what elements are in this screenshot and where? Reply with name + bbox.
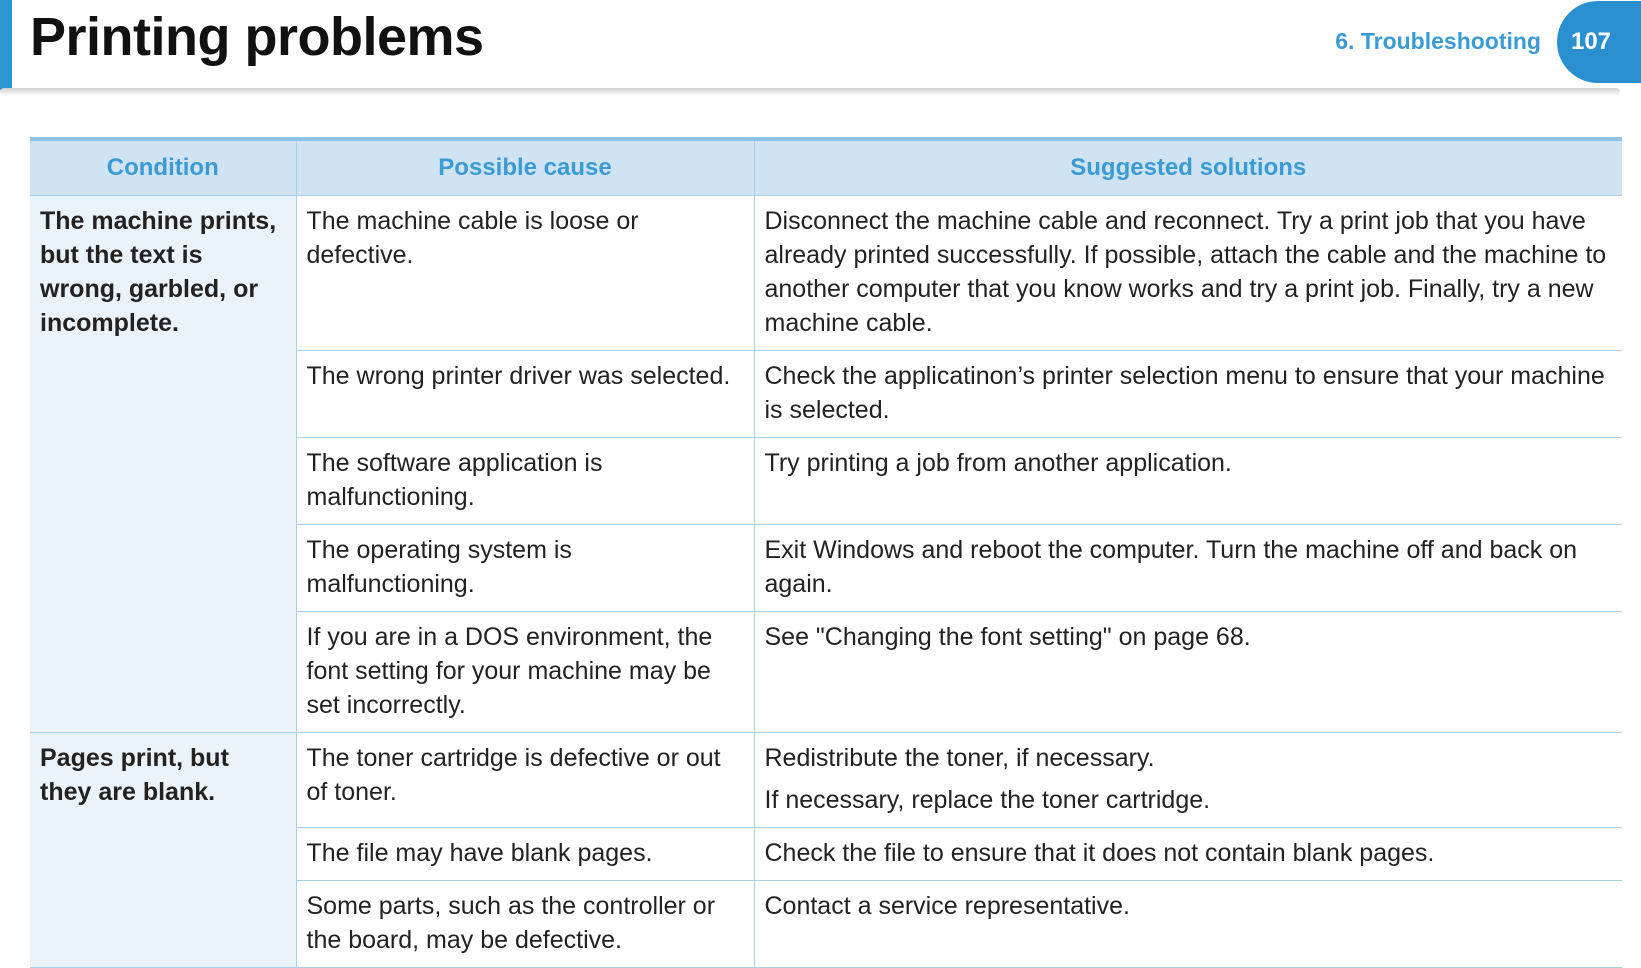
solution-text: Disconnect the machine cable and reconnect. Try a print job that you have already printed successfully. If possible, attach the cable and the machine to another computer that you know works and try a print job. Finally, try a new machine cable. (764, 207, 1607, 337)
column-header-solutions: Suggested solutions (754, 139, 1622, 196)
header-divider (0, 88, 1620, 96)
column-header-cause: Possible cause (296, 139, 754, 196)
solution-text: If necessary, replace the toner cartridge. (764, 786, 1211, 814)
condition-cell: Pages print, but they are blank. (30, 733, 296, 968)
section-label: 6. Troubleshooting (1335, 28, 1541, 54)
cause-cell: The operating system is malfunctioning. (296, 525, 754, 612)
solution-cell (754, 733, 1622, 828)
cause-cell: The machine cable is loose or defective. (296, 196, 754, 351)
cause-cell: The software application is malfunctioning. (296, 438, 754, 525)
page-number: 107 (1570, 28, 1612, 55)
table-header-row (30, 139, 1622, 196)
page-number-badge (1557, 1, 1641, 83)
condition-cell: The machine prints, but the text is wrong, garbled, or incomplete. (30, 196, 296, 733)
solution-cell (754, 351, 1622, 438)
table-row (30, 196, 1622, 351)
solution-text: Check the applicatinon’s printer selection menu to ensure that your machine is selected. (764, 362, 1605, 424)
solution-text: Exit Windows and reboot the computer. Turn the machine off and back on again. (764, 536, 1578, 598)
solution-text: Try printing a job from another application. (764, 449, 1232, 477)
accent-bar (0, 0, 12, 90)
cause-cell: If you are in a DOS environment, the font setting for your machine may be set incorrectly. (296, 612, 754, 733)
solution-text: Check the file to ensure that it does not contain blank pages. (764, 839, 1435, 867)
solution-text: Redistribute the toner, if necessary. (764, 744, 1155, 772)
cause-cell: The file may have blank pages. (296, 828, 754, 881)
cause-cell: Some parts, such as the controller or the board, may be defective. (296, 881, 754, 968)
solution-cell (754, 196, 1622, 351)
column-header-condition: Condition (30, 139, 296, 196)
solution-cell (754, 881, 1622, 968)
solution-text: See "Changing the font setting" on page 68. (764, 623, 1251, 651)
solution-cell (754, 828, 1622, 881)
solution-text: Contact a service representative. (764, 892, 1130, 920)
solution-cell (754, 612, 1622, 733)
page-title: Printing problems (30, 7, 484, 67)
table-row (30, 733, 1622, 828)
cause-cell: The wrong printer driver was selected. (296, 351, 754, 438)
solution-cell (754, 525, 1622, 612)
solution-cell (754, 438, 1622, 525)
cause-cell: The toner cartridge is defective or out of toner. (296, 733, 754, 828)
troubleshooting-table (30, 137, 1622, 968)
